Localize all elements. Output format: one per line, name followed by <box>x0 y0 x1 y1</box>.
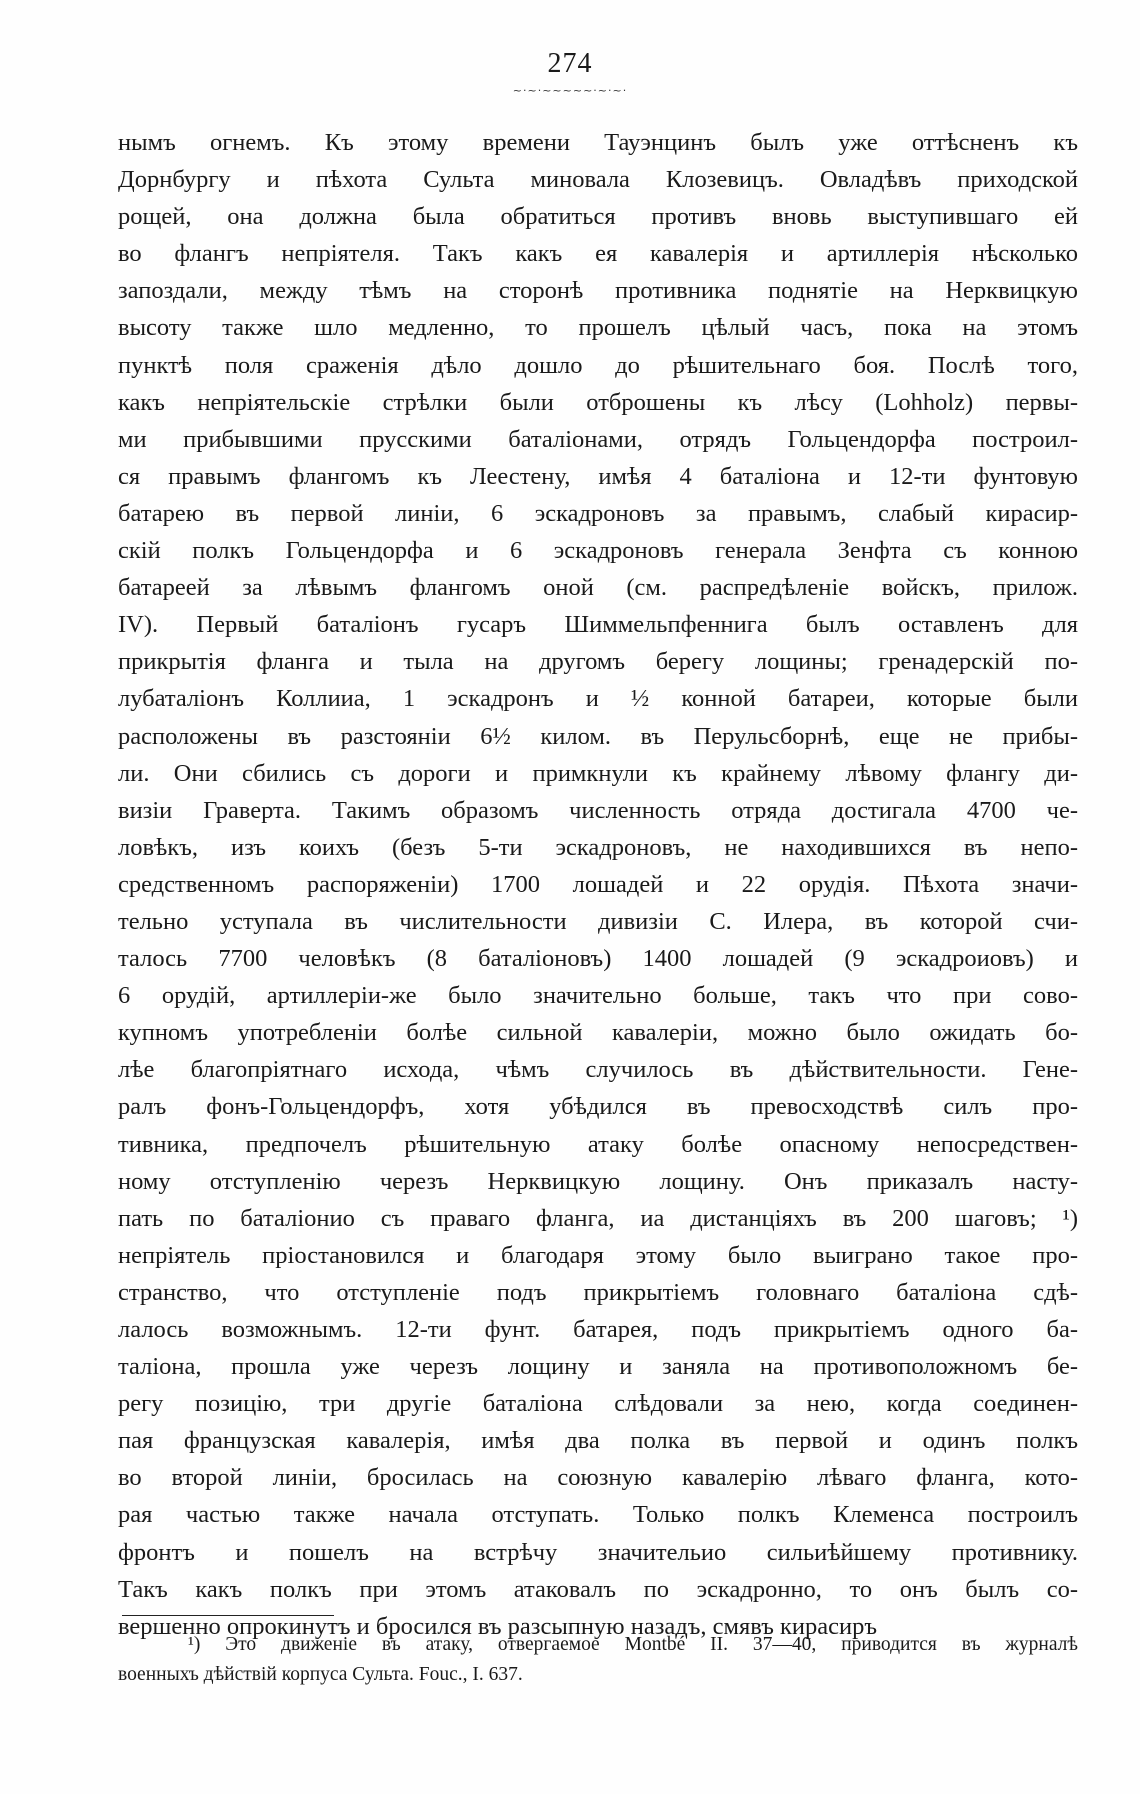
text-line: тельно уступала въ числительности дивизіи С. Илера, въ которой счи- <box>118 907 1078 935</box>
footnote-line: военныхъ дѣйствій корпуса Сульта. Fouc., I. 637. <box>118 1664 523 1685</box>
text-line: ному отступленію черезъ Нерквицкую лощину. Онъ приказалъ насту- <box>118 1167 1078 1195</box>
text-line: ми прибывшими прусскими баталіонами, отрядъ Гольцендорфа построил- <box>118 425 1078 453</box>
text-line: нымъ огнемъ. Къ этому времени Тауэнцинъ былъ уже оттѣсненъ къ <box>118 129 1078 156</box>
text-line: вершенно опрокинутъ и бросился въ разсыпную назадъ, смявъ кирасиръ <box>118 1612 878 1640</box>
text-line: пунктѣ поля сраженія дѣло дошло до рѣшительнаго боя. Послѣ того, <box>118 351 1078 379</box>
text-line: во второй линіи, бросилась на союзную кавалерію лѣваго фланга, кото- <box>118 1464 1078 1492</box>
text-line: купномъ употребленіи болѣе сильной кавалеріи, можно было ожидать бо- <box>118 1019 1078 1047</box>
text-line: странство, что отступленіе подъ прикрытіемъ головнаго баталіона сдѣ- <box>118 1278 1078 1306</box>
text-line: пая французская кавалерія, имѣя два полка въ первой и одинъ полкъ <box>118 1427 1078 1455</box>
page-number: 274 <box>547 48 593 79</box>
text-line: IV). Первый баталіонъ гусаръ Шиммельпфеннига былъ оставленъ для <box>118 611 1078 639</box>
text-line: тивника, предпочелъ рѣшительную атаку болѣе опасному непосредствен- <box>118 1130 1078 1158</box>
text-line: Такъ какъ полкъ при этомъ атаковалъ по эскадронно, то онъ былъ со- <box>118 1575 1078 1603</box>
header-ornament: ~·~·~~~~~·~·~· <box>512 84 628 97</box>
text-line: талось 7700 человѣкъ (8 баталіоновъ) 1400 лошадей (9 эскадроиовъ) и <box>118 945 1078 973</box>
text-line: скій полкъ Гольцендорфа и 6 эскадроновъ генерала Зенфта съ конною <box>118 537 1078 565</box>
text-line: непріятель пріостановился и благодаря этому было выиграно такое про- <box>118 1241 1078 1269</box>
text-line: Дорнбургу и пѣхота Сульта миновала Клозевицъ. Овладѣвъ приходской <box>118 166 1078 194</box>
text-line: батарею въ первой линіи, 6 эскадроновъ за правымъ, слабый кирасир- <box>118 499 1078 527</box>
footnote-line: ¹) Это движеніе въ атаку, отвергаемое Montbé II. 37—40, приводится въ журналѣ <box>188 1634 1078 1655</box>
text-line: ся правымъ флангомъ къ Леестену, имѣя 4 баталіона и 12-ти фунтовую <box>118 462 1078 490</box>
text-line: таліона, прошла уже черезъ лощину и заняла на противоположномъ бе- <box>118 1353 1078 1381</box>
text-line: ловѣкъ, изъ коихъ (безъ 5-ти эскадроновъ, не находившихся въ непо- <box>118 833 1078 861</box>
text-line: 6 орудій, артиллеріи-же было значительно больше, такъ что при сово- <box>118 982 1078 1010</box>
text-line: рая частью также начала отступать. Только полкъ Клеменса построилъ <box>118 1501 1078 1529</box>
text-line: высоту также шло медленно, то прошелъ цѣлый часъ, пока на этомъ <box>118 314 1078 342</box>
text-line: батареей за лѣвымъ флангомъ оной (см. распредѣленіе войскъ, прилож. <box>118 574 1078 602</box>
footnote-divider <box>122 1615 334 1616</box>
text-line: средственномъ распоряженіи) 1700 лошадей и 22 орудія. Пѣхота значи- <box>118 870 1078 898</box>
text-line: во флангъ непріятеля. Такъ какъ ея кавалерія и артиллерія нѣсколько <box>118 240 1078 268</box>
text-line: пать по баталіонио съ праваго фланга, иа дистанціяхъ въ 200 шаговъ; ¹) <box>118 1204 1078 1232</box>
text-line: какъ непріятельскіе стрѣлки были отброшены къ лѣсу (Lohholz) первы- <box>118 388 1078 416</box>
text-line: ли. Они сбились съ дороги и примкнули къ крайнему лѣвому флангу ди- <box>118 759 1078 787</box>
text-line: рощей, она должна была обратиться противъ вновь выступившаго ей <box>118 203 1078 231</box>
text-line: лалось возможнымъ. 12-ти фунт. батарея, подъ прикрытіемъ одного ба- <box>118 1316 1078 1343</box>
footnotes <box>118 1630 1078 1690</box>
main-text <box>118 124 1078 1645</box>
text-line: лѣе благопріятнаго исхода, чѣмъ случилось въ дѣйствительности. Гене- <box>118 1056 1078 1084</box>
text-line: лубаталіонъ Коллииа, 1 эскадронъ и ½ конной батареи, которые были <box>118 685 1078 713</box>
text-line: регу позицію, три другіе баталіона слѣдовали за нею, когда соединен- <box>118 1390 1078 1418</box>
text-line: фронтъ и пошелъ на встрѣчу значительио сильиѣйшему противнику. <box>118 1538 1078 1566</box>
text-line: ралъ фонъ-Гольцендорфъ, хотя убѣдился въ превосходствѣ силъ про- <box>118 1093 1078 1121</box>
text-line: визіи Граверта. Такимъ образомъ численность отряда достигала 4700 че- <box>118 796 1078 824</box>
text-line: расположены въ разстояніи 6½ килом. въ Перульсборнѣ, еще не прибы- <box>118 722 1078 750</box>
text-line: запоздали, между тѣмъ на сторонѣ противника поднятіе на Нерквицкую <box>118 277 1078 305</box>
text-line: прикрытія фланга и тыла на другомъ берегу лощины; гренадерскій по- <box>118 648 1078 676</box>
